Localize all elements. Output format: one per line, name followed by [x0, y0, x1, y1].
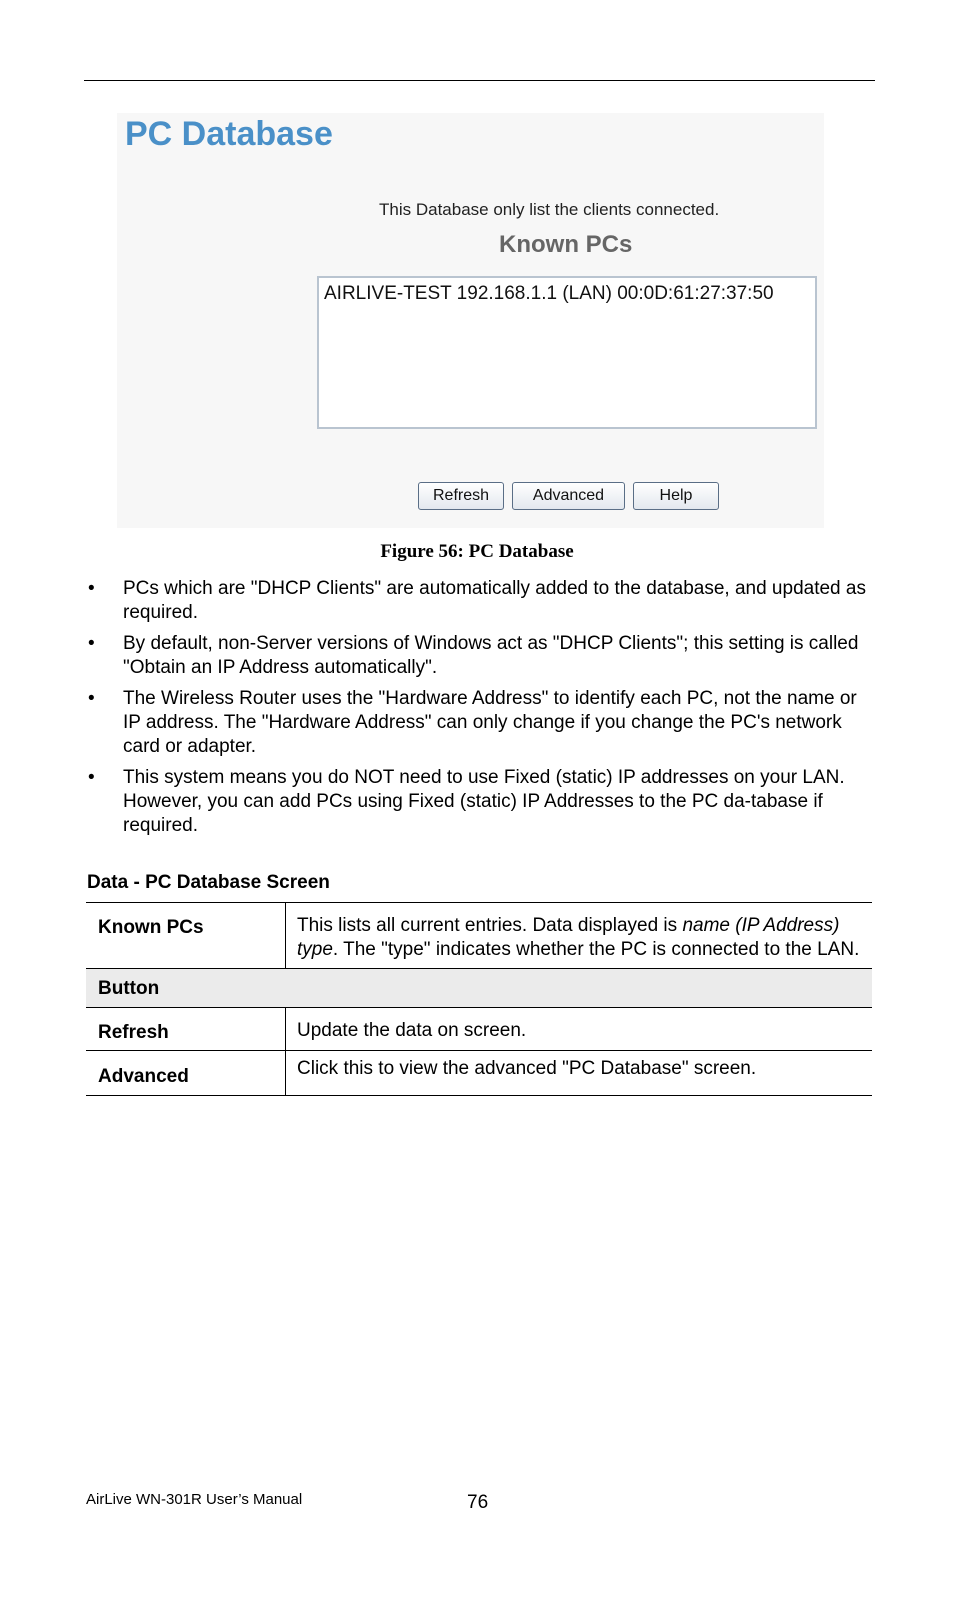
table-row: [86, 1051, 872, 1096]
bullet-icon: •: [88, 688, 95, 709]
database-note: This Database only list the clients connected.: [379, 200, 720, 219]
help-button[interactable]: Help: [633, 482, 719, 510]
description-italic: name (IP Address) type: [297, 915, 840, 960]
refresh-description: Update the data on screen.: [286, 1008, 873, 1051]
known-pcs-term: Known PCs: [86, 903, 286, 969]
figure-caption: Figure 56: PC Database: [380, 541, 574, 562]
manual-title: AirLive WN-301R User’s Manual: [86, 1491, 303, 1508]
advanced-description: Click this to view the advanced "PC Database" screen.: [286, 1051, 873, 1096]
page-number: 76: [467, 1492, 489, 1513]
data-table: [86, 902, 872, 1096]
bullet-text: This system means you do NOT need to use Fixed (static) IP addresses on your LAN. However, you can add PCs using Fixed (static) IP Addresses to the PC da-tabase if required.: [123, 767, 845, 836]
pc-database-screenshot: [117, 113, 824, 528]
bullet-icon: •: [88, 633, 95, 654]
list-item: [84, 577, 874, 625]
table-row: [86, 1008, 872, 1051]
bullet-list: [84, 577, 874, 845]
description-text: . The "type" indicates whether the PC is connected to the LAN.: [332, 939, 860, 960]
list-item: [84, 766, 874, 838]
section-label: Button: [86, 969, 872, 1008]
list-item[interactable]: AIRLIVE-TEST 192.168.1.1 (LAN) 00:0D:61:27:37:50: [324, 283, 774, 304]
bullet-text: By default, non-Server versions of Windows act as "DHCP Clients"; this setting is called "Obtain an IP Address automatically".: [123, 633, 859, 678]
screen-title: PC Database: [125, 115, 333, 153]
table-heading: Data - PC Database Screen: [87, 872, 330, 893]
bullet-text: PCs which are "DHCP Clients" are automatically added to the database, and updated as required.: [123, 578, 866, 623]
list-item: [84, 632, 874, 680]
header-rule: [84, 80, 875, 81]
bullet-icon: •: [88, 578, 95, 599]
advanced-button[interactable]: Advanced: [512, 482, 625, 510]
advanced-term: Advanced: [86, 1051, 286, 1096]
list-item: [84, 687, 874, 759]
known-pcs-listbox[interactable]: [317, 276, 817, 429]
bullet-text: The Wireless Router uses the "Hardware Address" to identify each PC, not the name or IP address. The "Hardware Address" can only change if you change the PC's network card or adapter.: [123, 688, 857, 757]
description-text: This lists all current entries. Data displayed is: [297, 915, 683, 936]
table-row: [86, 903, 872, 969]
known-pcs-description: [286, 903, 873, 969]
refresh-button[interactable]: Refresh: [418, 482, 504, 510]
known-pcs-label: Known PCs: [499, 231, 633, 258]
refresh-term: Refresh: [86, 1008, 286, 1051]
table-section-row: [86, 969, 872, 1008]
bullet-icon: •: [88, 767, 95, 788]
